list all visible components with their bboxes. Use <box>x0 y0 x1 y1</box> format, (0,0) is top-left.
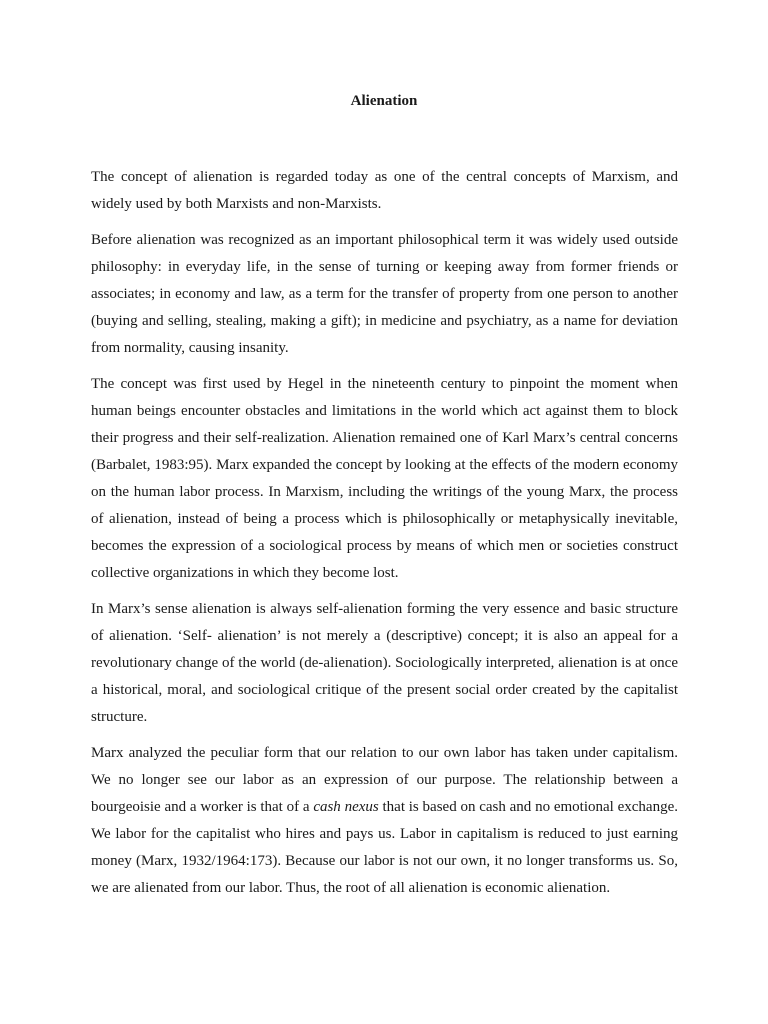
document-body <box>91 164 678 911</box>
paragraph-5-after: that is based on cash and no emotional exchange. We labor for the capitalist who hires and pays us. Labor in capitalism is reduced to just earning money (Marx, 1932/1964:173). Because our labor is not our own, it no longer transforms us. So, we are alienated from our labor. Thus, the root of all alienation is economic alienation. <box>91 799 678 896</box>
paragraph-4: In Marx’s sense alienation is always self-alienation forming the very essence and basic structure of alienation. ‘Self- alienation’ is not merely a (descriptive) concept; it is also an appeal for a revolutionary change of the world (de-alienation). Sociologically interpreted, alienation is at once a historical, moral, and sociological critique of the present social order created by the capitalist structure. <box>91 601 678 725</box>
paragraph-5-before: Marx analyzed the peculiar form that our relation to our own labor has taken under capitalism. We no longer see our labor as an expression of our purpose. The relationship between a bourgeoisie and a worker is that of a <box>91 745 678 815</box>
paragraph-3: The concept was first used by Hegel in the nineteenth century to pinpoint the moment when human beings encounter obstacles and limitations in the world which act against them to block their progress and their self-realization. Alienation remained one of Karl Marx’s central concerns (Barbalet, 1983:95). Marx expanded the concept by looking at the effects of the modern economy on the human labor process. In Marxism, including the writings of the young Marx, the process of alienation, instead of being a process which is philosophically or metaphysically inevitable, becomes the expression of a sociological process by means of which men or societies construct collective organizations in which they become lost. <box>91 376 678 581</box>
paragraph-5 <box>91 740 678 902</box>
paragraph-2: Before alienation was recognized as an important philosophical term it was widely used outside philosophy: in everyday life, in the sense of turning or keeping away from former friends or associates; in economy and law, as a term for the transfer of property from one person to another (buying and selling, stealing, making a gift); in medicine and psychiatry, as a name for deviation from normality, causing insanity. <box>91 232 678 356</box>
paragraph-5-emphasis: cash nexus <box>313 799 379 815</box>
paragraph-1: The concept of alienation is regarded today as one of the central concepts of Marxism, and widely used by both Marxists and non-Marxists. <box>91 169 678 212</box>
page-title: Alienation <box>350 93 418 109</box>
